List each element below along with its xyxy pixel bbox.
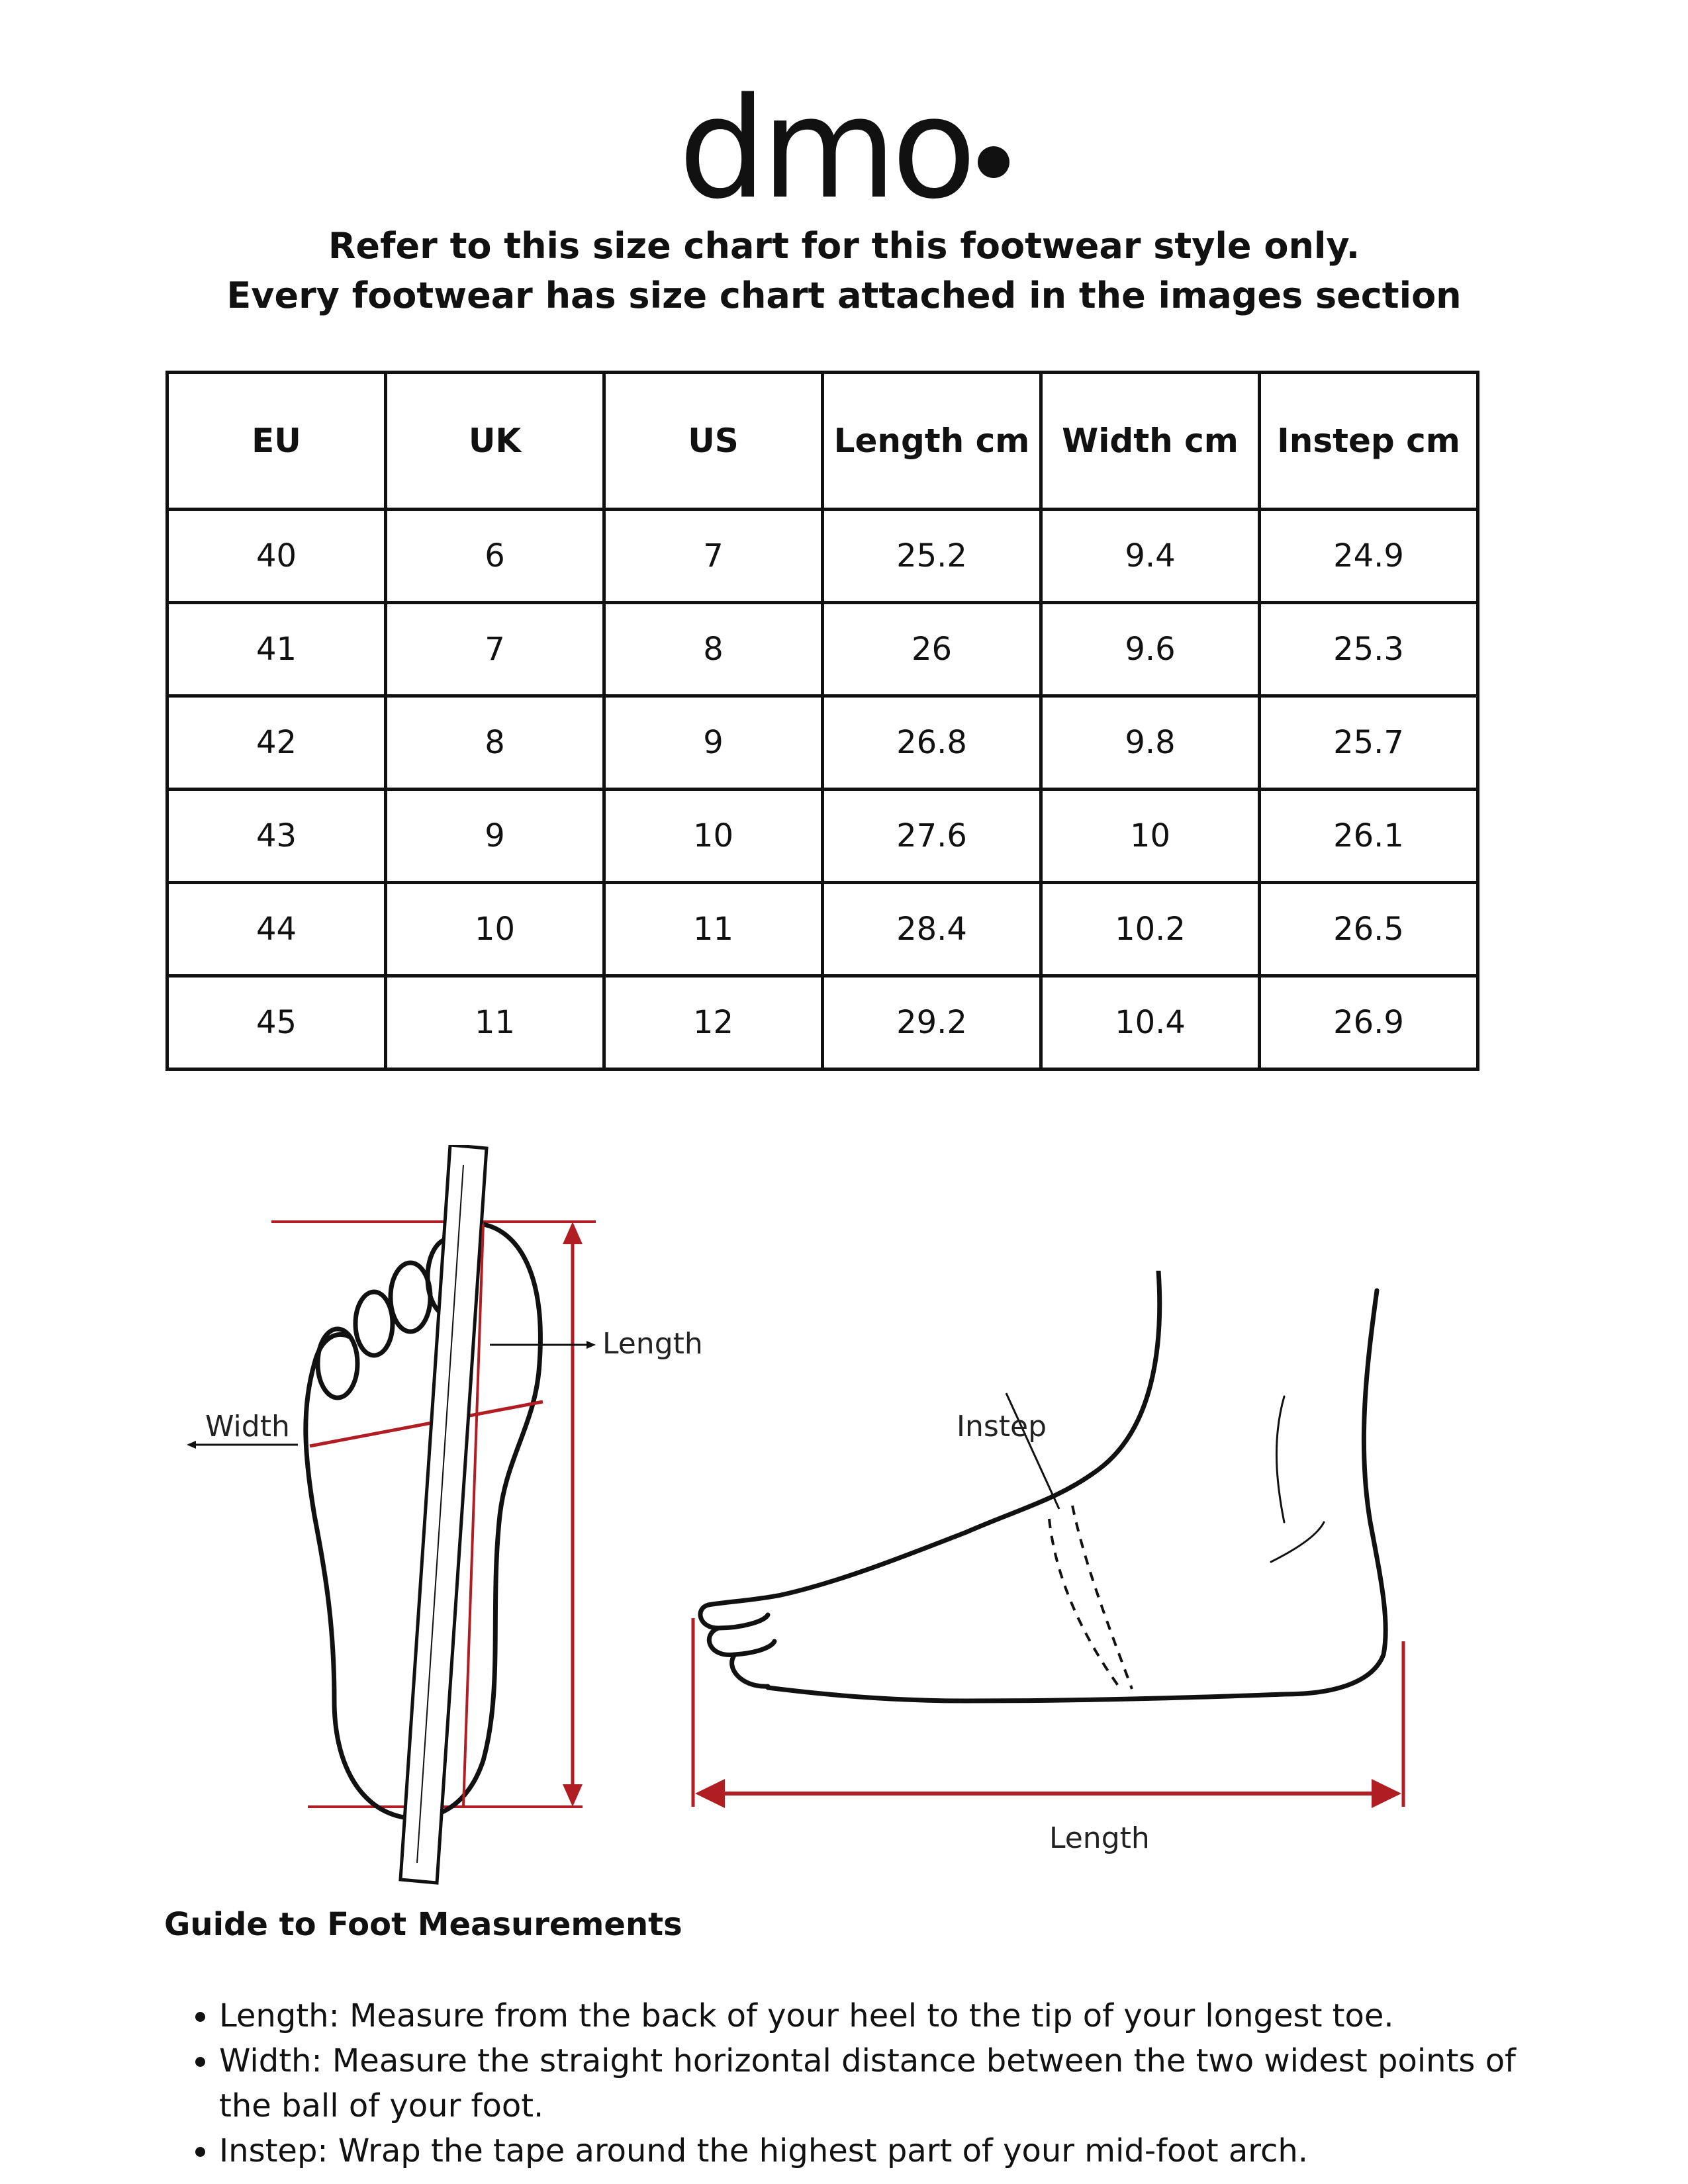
- table-cell: 24.9: [1260, 510, 1478, 603]
- table-cell: 40: [167, 510, 386, 603]
- table-cell: 25.3: [1260, 603, 1478, 696]
- brand-logo: [0, 68, 1688, 230]
- table-cell: 26.8: [823, 696, 1041, 790]
- table-cell: 43: [167, 790, 386, 883]
- table-cell: 26.1: [1260, 790, 1478, 883]
- table-cell: 9.4: [1041, 510, 1260, 603]
- table-cell: 12: [604, 976, 823, 1069]
- size-chart-table: [165, 371, 1479, 1071]
- table-cell: 9: [604, 696, 823, 790]
- column-header-width: Width cm: [1041, 373, 1260, 510]
- table-cell: 25.7: [1260, 696, 1478, 790]
- instep-dashed-loop: [1049, 1506, 1132, 1691]
- table-cell: 42: [167, 696, 386, 790]
- table-cell: 29.2: [823, 976, 1041, 1069]
- size-chart-notice: Refer to this size chart for this footwear style only.: [328, 225, 1360, 267]
- side-length-label: Length: [1049, 1821, 1150, 1855]
- table-cell: 7: [604, 510, 823, 603]
- table-cell: 8: [386, 696, 604, 790]
- guide-list: [175, 1993, 1570, 2173]
- table-cell: 7: [386, 603, 604, 696]
- column-header-length: Length cm: [823, 373, 1041, 510]
- sole-arrow-head-bottom: [563, 1784, 583, 1807]
- length-callout-arrow: [586, 1341, 596, 1349]
- table-row: [167, 510, 1478, 603]
- side-instep-label: Instep: [957, 1410, 1047, 1443]
- side-foot-outline: [700, 1271, 1385, 1701]
- foot-side-illustration: [688, 1271, 1423, 1840]
- side-arrow-head-left: [695, 1779, 725, 1808]
- width-callout-arrow: [187, 1441, 196, 1449]
- table-cell: 11: [604, 883, 823, 976]
- table-row: [167, 976, 1478, 1069]
- table-cell: 27.6: [823, 790, 1041, 883]
- table-cell: 10.2: [1041, 883, 1260, 976]
- table-cell: 10: [386, 883, 604, 976]
- table-cell: 6: [386, 510, 604, 603]
- table-row: [167, 883, 1478, 976]
- table-cell: 9.6: [1041, 603, 1260, 696]
- table-cell: 10: [1041, 790, 1260, 883]
- table-row: [167, 790, 1478, 883]
- table-header-row: [167, 373, 1478, 510]
- guide-item-length: • Length: Measure from the back of your heel to the tip of your longest toe.: [219, 1993, 1570, 2038]
- side-arrow-head-right: [1372, 1779, 1401, 1808]
- guide-item-instep: • Instep: Wrap the tape around the highest part of your mid-foot arch.: [219, 2128, 1570, 2173]
- brand-logo-dot: [978, 146, 1009, 178]
- sole-arrow-head-top: [563, 1222, 583, 1244]
- sole-width-line: [310, 1402, 543, 1446]
- table-cell: 41: [167, 603, 386, 696]
- column-header-eu: EU: [167, 373, 386, 510]
- sole-width-label: Width: [205, 1410, 290, 1443]
- foot-sole-illustration: [172, 1145, 622, 1886]
- guide-title: Guide to Foot Measurements: [164, 1906, 682, 1943]
- table-cell: 45: [167, 976, 386, 1069]
- size-chart-note: Every footwear has size chart attached in the images section: [226, 275, 1462, 316]
- table-cell: 26.5: [1260, 883, 1478, 976]
- table-cell: 8: [604, 603, 823, 696]
- table-cell: 9.8: [1041, 696, 1260, 790]
- column-header-instep: Instep cm: [1260, 373, 1478, 510]
- guide-item-width: • Width: Measure the straight horizontal distance between the two widest points of the ball of your foot.: [219, 2038, 1570, 2128]
- column-header-us: US: [604, 373, 823, 510]
- table-cell: 44: [167, 883, 386, 976]
- table-row: [167, 603, 1478, 696]
- column-header-uk: UK: [386, 373, 604, 510]
- table-cell: 9: [386, 790, 604, 883]
- table-cell: 26.9: [1260, 976, 1478, 1069]
- table-cell: 26: [823, 603, 1041, 696]
- table-cell: 10: [604, 790, 823, 883]
- table-row: [167, 696, 1478, 790]
- table-cell: 28.4: [823, 883, 1041, 976]
- brand-logo-text: dmo: [678, 68, 972, 230]
- table-cell: 25.2: [823, 510, 1041, 603]
- sole-length-label: Length: [602, 1327, 703, 1361]
- table-cell: 11: [386, 976, 604, 1069]
- table-cell: 10.4: [1041, 976, 1260, 1069]
